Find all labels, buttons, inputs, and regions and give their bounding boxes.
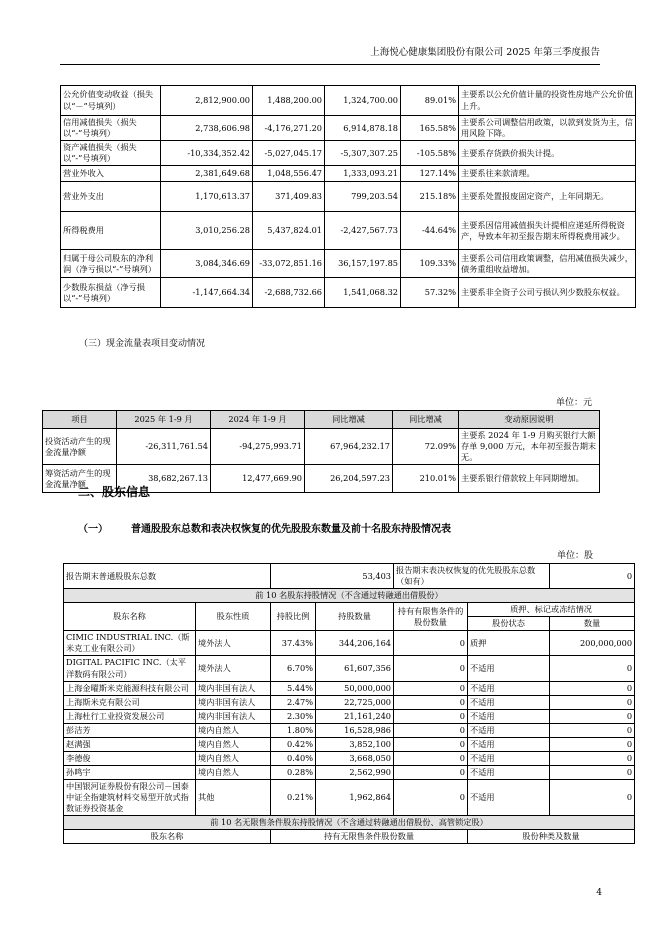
shareholder-amount: 0: [550, 780, 635, 816]
row-current: 3,084,346.69: [161, 250, 253, 278]
row-prior: 1,488,200.00: [253, 86, 325, 116]
shareholder-restricted: 0: [394, 656, 468, 681]
cashflow-header-change: 同比增减: [305, 411, 393, 429]
row-change: 26,204,597.23: [305, 465, 393, 493]
shareholder-ratio: 2.30%: [271, 709, 316, 723]
row-change: -2,427,567.73: [325, 212, 401, 250]
top10-title: 前 10 名股东持股情况（不含通过转融通出借股份）: [64, 589, 635, 603]
row-item: 投资活动产生的现金流量净额: [43, 429, 117, 465]
shareholder-amount: 0: [550, 681, 635, 695]
row-change-pct: 210.01%: [393, 465, 459, 493]
shareholder-qty: 3,852,100: [316, 737, 394, 751]
cashflow-header-item: 项目: [43, 411, 117, 429]
unrestricted-header-qty: 持有无限售条件股份数量: [271, 830, 468, 844]
shareholder-restricted: 0: [394, 681, 468, 695]
row-prior: -33,072,851.16: [253, 250, 325, 278]
row-reason: 主要系处置报废固定资产，上年同期无。: [459, 182, 636, 212]
preferred-shareholders-label: 报告期末表决权恢复的优先股股东总数（如有）: [394, 564, 550, 589]
shareholder-name: CIMIC INDUSTRIAL INC.（斯米克工业有限公司）: [64, 631, 196, 656]
row-reason: 主要系公司调整信用政策，以款到发货为主，信用风险下降。: [459, 116, 636, 141]
row-reason: 主要系 2024 年 1-9 月购买银行大额存单 9,000 万元，本年初至报告期末无。: [459, 429, 600, 465]
shareholder-status: 不适用: [468, 765, 550, 779]
shareholder-qty: 22,725,000: [316, 695, 394, 709]
row-change-pct: -44.64%: [401, 212, 459, 250]
row-prior: -4,176,271.20: [253, 116, 325, 141]
shareholder-qty: 50,000,000: [316, 681, 394, 695]
table-row: [43, 429, 600, 465]
shareholder-ratio: 6.70%: [271, 656, 316, 681]
shareholder-nature: 境内自然人: [196, 765, 271, 779]
shareholder-nature: 境内非国有法人: [196, 681, 271, 695]
cashflow-header-2024: 2024 年 1-9 月: [211, 411, 305, 429]
page-number: 4: [596, 888, 602, 898]
shareholder-name: 上海金曜斯米克能源科技有限公司: [64, 681, 196, 695]
shareholder-restricted: 0: [394, 737, 468, 751]
row-current: 1,170,613.37: [161, 182, 253, 212]
row-change-pct: 165.58%: [401, 116, 459, 141]
row-change: 36,157,197.85: [325, 250, 401, 278]
shareholder-nature: 境内自然人: [196, 751, 271, 765]
shareholder-row: [64, 681, 635, 695]
row-item: 营业外收入: [61, 166, 161, 182]
shareholder-name: 彭洁芳: [64, 723, 196, 737]
row-2025: 38,682,267.13: [117, 465, 211, 493]
row-prior: -2,688,732.66: [253, 278, 325, 308]
row-item: 少数股东损益（净亏损以“-”号填列）: [61, 278, 161, 308]
shareholder-qty: 1,962,864: [316, 780, 394, 816]
shareholder-status: 不适用: [468, 737, 550, 751]
table-row: [61, 166, 636, 182]
row-item: 归属于母公司股东的净利润（净亏损以“-”号填列）: [61, 250, 161, 278]
row-current: 2,812,900.00: [161, 86, 253, 116]
row-item: 资产减值损失（损失以“-”号填列）: [61, 141, 161, 166]
cashflow-section-title: （三）现金流量表项目变动情况: [79, 339, 206, 349]
shareholder-qty: 2,562,990: [316, 765, 394, 779]
row-item: 营业外支出: [61, 182, 161, 212]
shareholder-qty: 16,528,986: [316, 723, 394, 737]
row-current: -10,334,352.42: [161, 141, 253, 166]
row-item: 公允价值变动收益（损失以“－”号填列）: [61, 86, 161, 116]
preferred-shareholders-value: 0: [550, 564, 635, 589]
shareholder-nature: 境内自然人: [196, 737, 271, 751]
shareholder-amount: 0: [550, 695, 635, 709]
row-prior: 371,409.83: [253, 182, 325, 212]
row-reason: 主要系银行借款较上年同期增加。: [459, 465, 600, 493]
row-2025: -26,311,761.54: [117, 429, 211, 465]
shareholder-name: 赵满强: [64, 737, 196, 751]
cashflow-unit: 单位：元: [556, 398, 593, 408]
shareholder-status: 质押: [468, 631, 550, 656]
row-current: 3,010,256.28: [161, 212, 253, 250]
shareholder-nature: 境外法人: [196, 656, 271, 681]
header-pledge: 质押、标记或冻结情况: [468, 603, 635, 617]
row-reason: 主要系因信用减值损失计提相应递延所得税资产，导致本年初至报告期末所得税费用减少。: [459, 212, 636, 250]
header-status: 股份状态: [468, 617, 550, 631]
shareholder-status: 不适用: [468, 695, 550, 709]
shareholder-amount: 0: [550, 751, 635, 765]
shareholder-name: 中国银河证券股份有限公司－国泰中证全指建筑材料交易型开放式指数证券投资基金: [64, 780, 196, 816]
row-item: 筹资活动产生的现金流量净额: [43, 465, 117, 493]
shareholder-name: DIGITAL PACIFIC INC.（太平洋数码有限公司）: [64, 656, 196, 681]
row-prior: 5,437,824.01: [253, 212, 325, 250]
row-prior: -5,027,045.17: [253, 141, 325, 166]
row-reason: 主要系以公允价值计量的投资性房地产公允价值上升。: [459, 86, 636, 116]
shareholder-status: 不适用: [468, 656, 550, 681]
shareholder-status: 不适用: [468, 723, 550, 737]
profit-changes-table: [60, 85, 636, 308]
row-item: 所得税费用: [61, 212, 161, 250]
row-change: -5,307,307.25: [325, 141, 401, 166]
shareholder-name: 孙鸣宇: [64, 765, 196, 779]
shareholder-amount: 200,000,000: [550, 631, 635, 656]
row-change: 67,964,232.17: [305, 429, 393, 465]
row-current: 2,381,649.68: [161, 166, 253, 182]
row-2024: 12,477,669.90: [211, 465, 305, 493]
shareholder-ratio: 2.47%: [271, 695, 316, 709]
shareholder-qty: 21,161,240: [316, 709, 394, 723]
section-heading-shareholders: 二、股东信息: [78, 485, 151, 499]
shareholder-name: 李德俊: [64, 751, 196, 765]
table-row: [61, 278, 636, 308]
row-change-pct: 57.32%: [401, 278, 459, 308]
shareholder-restricted: 0: [394, 780, 468, 816]
row-reason: 主要系非全资子公司亏损认列少数股东权益。: [459, 278, 636, 308]
shareholder-row: [64, 695, 635, 709]
shareholder-nature: 境内非国有法人: [196, 709, 271, 723]
table-row: [61, 116, 636, 141]
cashflow-header-reason: 变动原因说明: [459, 411, 600, 429]
row-2024: -94,275,993.71: [211, 429, 305, 465]
table-row: [61, 141, 636, 166]
shareholder-row: [64, 765, 635, 779]
shareholder-row: [64, 751, 635, 765]
shareholder-ratio: 1.80%: [271, 723, 316, 737]
row-current: -1,147,664.34: [161, 278, 253, 308]
shareholder-name: 上海斯米克有限公司: [64, 695, 196, 709]
total-shareholders-value: 53,403: [271, 564, 394, 589]
row-reason: 主要系往来款清理。: [459, 166, 636, 182]
shareholder-row: [64, 780, 635, 816]
row-change: 6,914,878.18: [325, 116, 401, 141]
shareholder-row: [64, 723, 635, 737]
row-reason: 主要系存货跌价损失计提。: [459, 141, 636, 166]
shareholder-amount: 0: [550, 737, 635, 751]
shareholder-nature: 境内自然人: [196, 723, 271, 737]
unrestricted-title: 前 10 名无限售条件股东持股情况（不含通过转融通出借股份、高管锁定股）: [64, 816, 635, 830]
page-header: 上海悦心健康集团股份有限公司 2025 年第三季度报告: [60, 44, 600, 65]
shareholder-restricted: 0: [394, 695, 468, 709]
header-nature: 股东性质: [196, 603, 271, 631]
shareholder-status: 不适用: [468, 780, 550, 816]
row-change-pct: 89.01%: [401, 86, 459, 116]
header-ratio: 持股比例: [271, 603, 316, 631]
row-reason: 主要系公司信用政策调整，信用减值损失减少，债务重组收益增加。: [459, 250, 636, 278]
table-row: [61, 182, 636, 212]
cashflow-header-change-pct: 同比增减: [393, 411, 459, 429]
shareholder-restricted: 0: [394, 631, 468, 656]
row-change: 799,203.54: [325, 182, 401, 212]
shareholder-name: 上海杜行工业投资发展公司: [64, 709, 196, 723]
shareholder-qty: 61,607,356: [316, 656, 394, 681]
table-row: [61, 86, 636, 116]
shareholder-status: 不适用: [468, 681, 550, 695]
subsection-title: 普通股股东总数和表决权恢复的优先股股东数量及前十名股东持股情况表: [131, 524, 451, 535]
row-change-pct: -105.58%: [401, 141, 459, 166]
row-prior: 1,048,556.47: [253, 166, 325, 182]
row-item: 信用减值损失（损失以“-”号填列）: [61, 116, 161, 141]
shareholder-nature: 境外法人: [196, 631, 271, 656]
table-row: [61, 250, 636, 278]
shareholder-row: [64, 709, 635, 723]
header-restricted: 持有有限售条件的股份数量: [394, 603, 468, 631]
shareholders-unit: 单位：股: [557, 551, 594, 561]
unrestricted-header-name: 股东名称: [64, 830, 271, 844]
header-amount: 数量: [550, 617, 635, 631]
shareholder-status: 不适用: [468, 751, 550, 765]
shareholder-restricted: 0: [394, 765, 468, 779]
shareholder-amount: 0: [550, 723, 635, 737]
shareholder-status: 不适用: [468, 709, 550, 723]
shareholder-ratio: 0.28%: [271, 765, 316, 779]
row-change-pct: 215.18%: [401, 182, 459, 212]
shareholder-ratio: 5.44%: [271, 681, 316, 695]
subsection-number: （一）: [78, 524, 108, 535]
shareholder-ratio: 0.40%: [271, 751, 316, 765]
shareholder-ratio: 0.42%: [271, 737, 316, 751]
header-qty: 持股数量: [316, 603, 394, 631]
cashflow-table: [42, 410, 600, 493]
row-change-pct: 127.14%: [401, 166, 459, 182]
unrestricted-header-type: 股份种类及数量: [468, 830, 635, 844]
row-change: 1,541,068.32: [325, 278, 401, 308]
shareholder-amount: 0: [550, 656, 635, 681]
row-change-pct: 109.33%: [401, 250, 459, 278]
shareholder-ratio: 37.43%: [271, 631, 316, 656]
header-name: 股东名称: [64, 603, 196, 631]
shareholder-restricted: 0: [394, 751, 468, 765]
shareholder-amount: 0: [550, 709, 635, 723]
cashflow-header-2025: 2025 年 1-9 月: [117, 411, 211, 429]
shareholder-row: [64, 737, 635, 751]
shareholders-table: [63, 563, 635, 844]
total-shareholders-label: 报告期末普通股股东总数: [64, 564, 271, 589]
row-change: 1,333,093.21: [325, 166, 401, 182]
row-current: 2,738,606.98: [161, 116, 253, 141]
shareholder-qty: 344,206,164: [316, 631, 394, 656]
shareholder-row: [64, 656, 635, 681]
shareholder-amount: 0: [550, 765, 635, 779]
shareholder-nature: 其他: [196, 780, 271, 816]
table-row: [61, 212, 636, 250]
row-change: 1,324,700.00: [325, 86, 401, 116]
shareholder-row: [64, 631, 635, 656]
shareholder-qty: 3,668,050: [316, 751, 394, 765]
shareholder-ratio: 0.21%: [271, 780, 316, 816]
shareholder-restricted: 0: [394, 723, 468, 737]
shareholder-nature: 境内非国有法人: [196, 695, 271, 709]
row-change-pct: 72.09%: [393, 429, 459, 465]
shareholder-restricted: 0: [394, 709, 468, 723]
